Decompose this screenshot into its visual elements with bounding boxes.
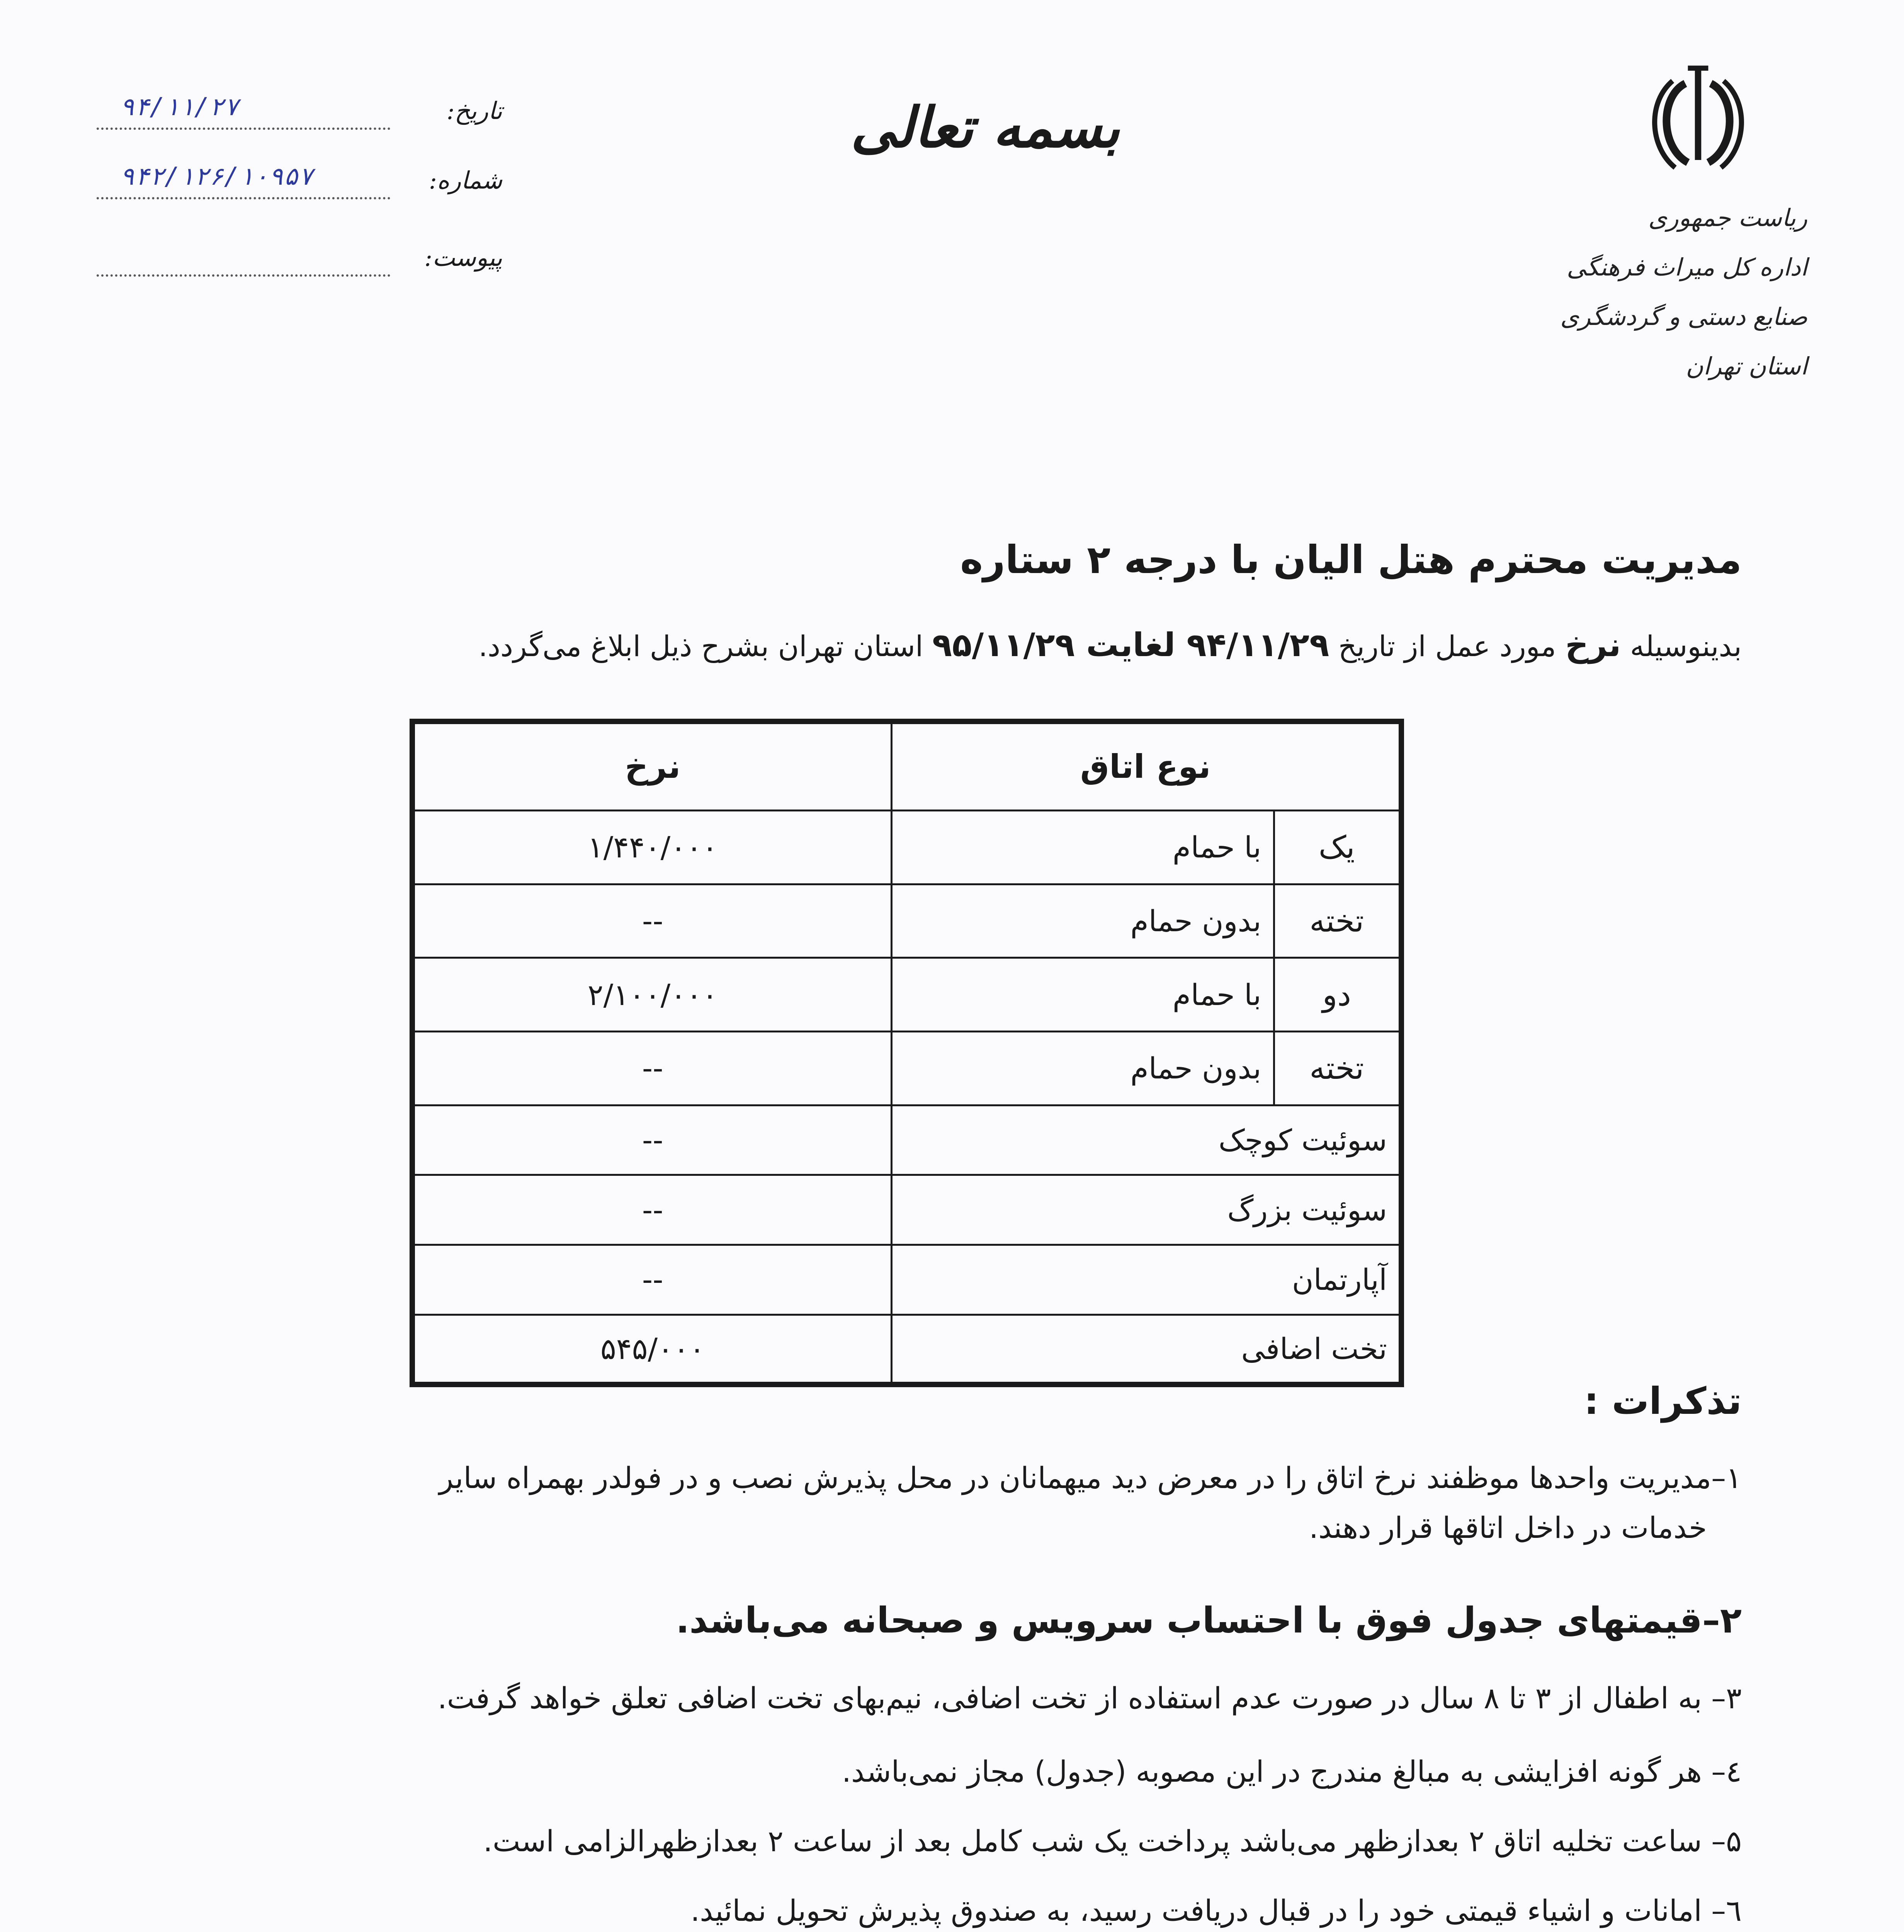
note-1 — [439, 1461, 1742, 1545]
notes-title: تذکرات : — [1584, 1379, 1742, 1423]
organization-header — [1537, 193, 1807, 391]
intro-bold-rate: نرخ — [1565, 626, 1621, 664]
table-row — [412, 958, 1401, 1032]
apartment-label: آپارتمان — [891, 1245, 1401, 1315]
number-line — [97, 197, 390, 199]
extra-bed-rate: ۵۴۵/۰۰۰ — [412, 1315, 891, 1384]
table-row — [412, 1245, 1401, 1315]
double-without-bath-rate: -- — [412, 1032, 891, 1105]
note-3: ۳– به اطفال از ۳ تا ۸ سال در صورت عدم استفاده از تخت اضافی، نیم‌بهای تخت اضافی تعلق خواهد گرفت. — [437, 1681, 1742, 1715]
note-1-line-2: خدمات در داخل اتاقها قرار دهند. — [1309, 1510, 1707, 1545]
invocation-text: بسمه تعالی — [850, 95, 1120, 160]
header-rate: نرخ — [412, 721, 891, 810]
table-row — [412, 1315, 1401, 1384]
double-with-bath-rate: ۲/۱۰۰/۰۰۰ — [412, 958, 891, 1032]
org-line: استان تهران — [1686, 352, 1807, 380]
single-with-bath-rate: ۱/۴۴۰/۰۰۰ — [412, 810, 891, 884]
note-5: ۵– ساعت تخلیه اتاق ۲ بعدازظهر می‌باشد پرداخت یک شب کامل بعد از ساعت ۲ بعدازظهرالزامی است. — [483, 1824, 1742, 1858]
number-label: شماره: — [429, 166, 502, 194]
single-without-bath-rate: -- — [412, 884, 891, 958]
note-2: ۲–قیمتهای جدول فوق با احتساب سرویس و صبحانه می‌باشد. — [676, 1600, 1742, 1641]
org-line: اداره کل میراث فرهنگی — [1567, 253, 1807, 281]
number-row — [97, 162, 502, 213]
without-bath-label: بدون حمام — [891, 884, 1274, 958]
table-row — [412, 884, 1401, 958]
with-bath-label: با حمام — [891, 958, 1274, 1032]
rate-table — [410, 719, 1404, 1387]
double-bed-label-top: دو — [1274, 958, 1401, 1032]
table-row — [412, 810, 1401, 884]
table-row — [412, 1032, 1401, 1105]
intro-middle: مورد عمل از تاریخ — [1329, 630, 1566, 663]
single-bed-label-bottom: تخته — [1274, 884, 1401, 958]
intro-after: استان تهران بشرح ذیل ابلاغ می‌گردد. — [478, 630, 932, 663]
org-line: صنایع دستی و گردشگری — [1560, 303, 1807, 331]
apartment-rate: -- — [412, 1245, 891, 1315]
small-suite-rate: -- — [412, 1105, 891, 1175]
intro-paragraph — [478, 626, 1742, 664]
extra-bed-label: تخت اضافی — [891, 1315, 1401, 1384]
letter-meta — [97, 93, 502, 298]
without-bath-label: بدون حمام — [891, 1032, 1274, 1105]
intro-bold-dates: ۹۴/۱۱/۲۹ لغایت ۹۵/۱۱/۲۹ — [932, 626, 1329, 664]
double-bed-label-bottom: تخته — [1274, 1032, 1401, 1105]
table-header-row — [412, 721, 1401, 810]
with-bath-label: با حمام — [891, 810, 1274, 884]
attachment-row — [97, 243, 502, 290]
org-line: ریاست جمهوری — [1648, 204, 1807, 232]
number-value: ۹۴۲/۱۲۶/۱۰۹۵۷ — [120, 162, 313, 191]
large-suite-label: سوئیت بزرگ — [891, 1175, 1401, 1245]
attachment-line — [97, 274, 390, 277]
attachment-label: پیوست: — [424, 243, 502, 272]
intro-before: بدینوسیله — [1621, 630, 1742, 663]
date-label: تاریخ: — [446, 97, 502, 125]
date-row — [97, 93, 502, 143]
large-suite-rate: -- — [412, 1175, 891, 1245]
header-room-type: نوع اتاق — [891, 721, 1401, 810]
note-1-line-1: ۱–مدیریت واحدها موظفند نرخ اتاق را در معرض دید میهمانان در محل پذیرش نصب و در فولدر بهمراه سایر — [439, 1461, 1742, 1495]
letter-title: مدیریت محترم هتل الیان با درجه ۲ ستاره — [960, 537, 1742, 582]
small-suite-label: سوئیت کوچک — [891, 1105, 1401, 1175]
table-row — [412, 1105, 1401, 1175]
note-4: ٤– هر گونه افزایشی به مبالغ مندرج در این مصوبه (جدول) مجاز نمی‌باشد. — [842, 1754, 1742, 1789]
date-value: ۹۴/۱۱/۲۷ — [120, 93, 239, 121]
date-line — [97, 128, 390, 130]
note-6: ٦– امانات و اشیاء قیمتی خود را در قبال دریافت رسید، به صندوق پذیرش تحویل نمائید. — [690, 1893, 1742, 1928]
iran-emblem-icon — [1634, 58, 1762, 185]
invocation-calligraphy — [850, 54, 1120, 209]
single-bed-label-top: یک — [1274, 810, 1401, 884]
table-row — [412, 1175, 1401, 1245]
